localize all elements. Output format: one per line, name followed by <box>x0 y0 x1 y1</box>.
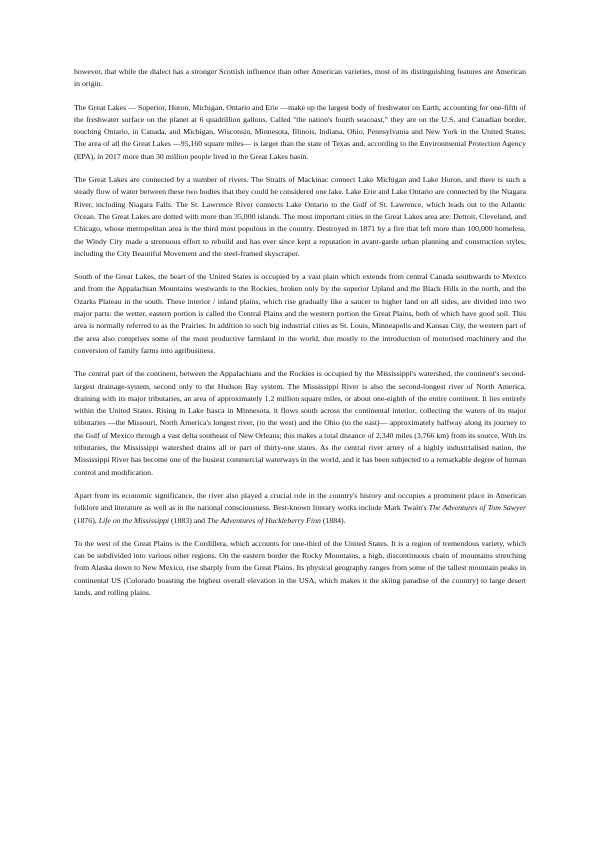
text-segment: (1876), <box>74 515 99 525</box>
paragraph-great-lakes-rivers: The Great Lakes are connected by a number of rivers. The Straits of Mackinac connect Lake Michigan and Lake Huron, and there is such a steady flow of water between these two bodies that they could be considered one lake. Lake Erie and Lake Ontario are connected by the Niagara River, including Niagara Falls. The St. Lawrence River connects Lake Ontario to the Gulf of St. Lawrence, which leads out to the Atlantic Ocean. The Great Lakes are dotted with more than 35,000 islands. The most important cities in the Great Lakes area are: Detroit, Cleveland, and Chicago, whose metropolitan area is the third most populous in the country. Destroyed in 1871 by a fire that left more than 100,000 homeless, the Windy City made a strenuous effort to rebuild and has ever since kept a reputation in avant-garde urban planning and construction styles, including the City Beautiful Movement and the steel-framed skyscraper. <box>74 175 526 258</box>
paragraph-great-lakes: The Great Lakes — Superior, Huron, Michigan, Ontario and Erie —make up the largest body of freshwater on Earth, accounting for one-fifth of the freshwater surface on the planet at 6 quadrillion gallons. Called "the nation's fourth seacoast," they are on the U.S. and Canadian border, touching Ontario, in Canada, and Michigan, Wisconsin, Minnesota, Illinois, Indiana, Ohio, Pennsylvania and New York in the United States. The area of all the Great Lakes —95,160 square miles— is larger than the state of Texas and, according to the Environmental Protection Agency (EPA), in 2017 more than 30 million people lived in the Great Lakes basin. <box>74 102 526 161</box>
book-title-tom-sawyer: The Adventures of Tom Sawyer <box>428 503 526 513</box>
paragraph-central-plains: South of the Great Lakes, the heart of the United States is occupied by a vast plain which extends from central Canada southwards to Mexico and from the Appalachian Mountains westwards to the Rockies, broken only by the superior Upland and the Black Hills in the north, and the Ozarks Plateau in the south. These interior / inland plains, which rise gradually like a saucer to higher land on all sides, are divided into two major parts: the wetter, eastern portion is called the Central Plains and the western portion the Great Plains, both of which have good soil. This area is normally referred to as the Prairies. In addition to such big industrial cities as St. Louis, Minneapolis and Kansas City, the western part of the area also comprises some of the most productive farmland in the world, due mostly to the introduction of motorised machinery and the conversion of family farms into agribusiness. <box>74 272 526 355</box>
paragraph-cordillera: To the west of the Great Plains is the Cordillera, which accounts for one-third of the United States. It is a region of tremendous variety, which can be subdivided into various other regions. On the eastern border the Rocky Mountains, a high, discontinuous chain of mountains stretching from Alaska down to New Mexico, rise sharply from the Great Plains. Its physical geography ranges from some of the tallest mountain peaks in continental US (Colorado boasting the highest overall elevation in the USA, which makes it the skiing paradise of the country) to large desert lands, and rolling plains. <box>74 538 526 597</box>
text-segment: (1883) and <box>169 515 207 525</box>
paragraph-mississippi-culture <box>74 490 526 527</box>
document-page <box>74 66 526 610</box>
text-segment: (1884). <box>320 515 346 525</box>
paragraph-dialect-continuation: however, that while the dialect has a stronger Scottish influence than other American varieties, most of its distinguishing features are American in origin. <box>74 67 526 89</box>
paragraph-mississippi: The central part of the continent, between the Appalachians and the Rockies is occupied by the Mississippi's watershed, the continent's second-largest drainage-system, second only to the Hudson Bay system. The Mississippi River is also the second-longest river of North America, draining with its major tributaries, an area of approximately 1.2 million square miles, or about one-eighth of the entire continent. It lies entirely within the United States. Rising in Lake Itasca in Minnesota, it flows south across the continental interior, collecting the waters of its major tributaries —the Missouri, North America's longest river, (to the west) and the Ohio (to the east)— approximately halfway along its journey to the Gulf of Mexico through a vast delta southeast of New Orleans; this makes a total distance of 2,340 miles (3,766 km) from its source. With its tributaries, the Mississippi watershed drains all or part of thirty-one states. As the central river artery of a highly industrialised nation, the Mississippi River has become one of the busiest commercial waterways in the world, and it has been subjected to a remarkable degree of human control and modification. <box>74 369 526 477</box>
book-title-huckleberry-finn: The Adventures of Huckleberry Finn <box>207 515 321 525</box>
book-title-life-on-the-mississippi: Life on the Mississippi <box>98 515 170 525</box>
text-segment: Apart from its economic significance, the river also played a crucial role in the country's history and occupies a prominent place in American folklore and literature as well as in the national consciousness. Best-known literary works include Mark Twain's <box>74 490 526 513</box>
